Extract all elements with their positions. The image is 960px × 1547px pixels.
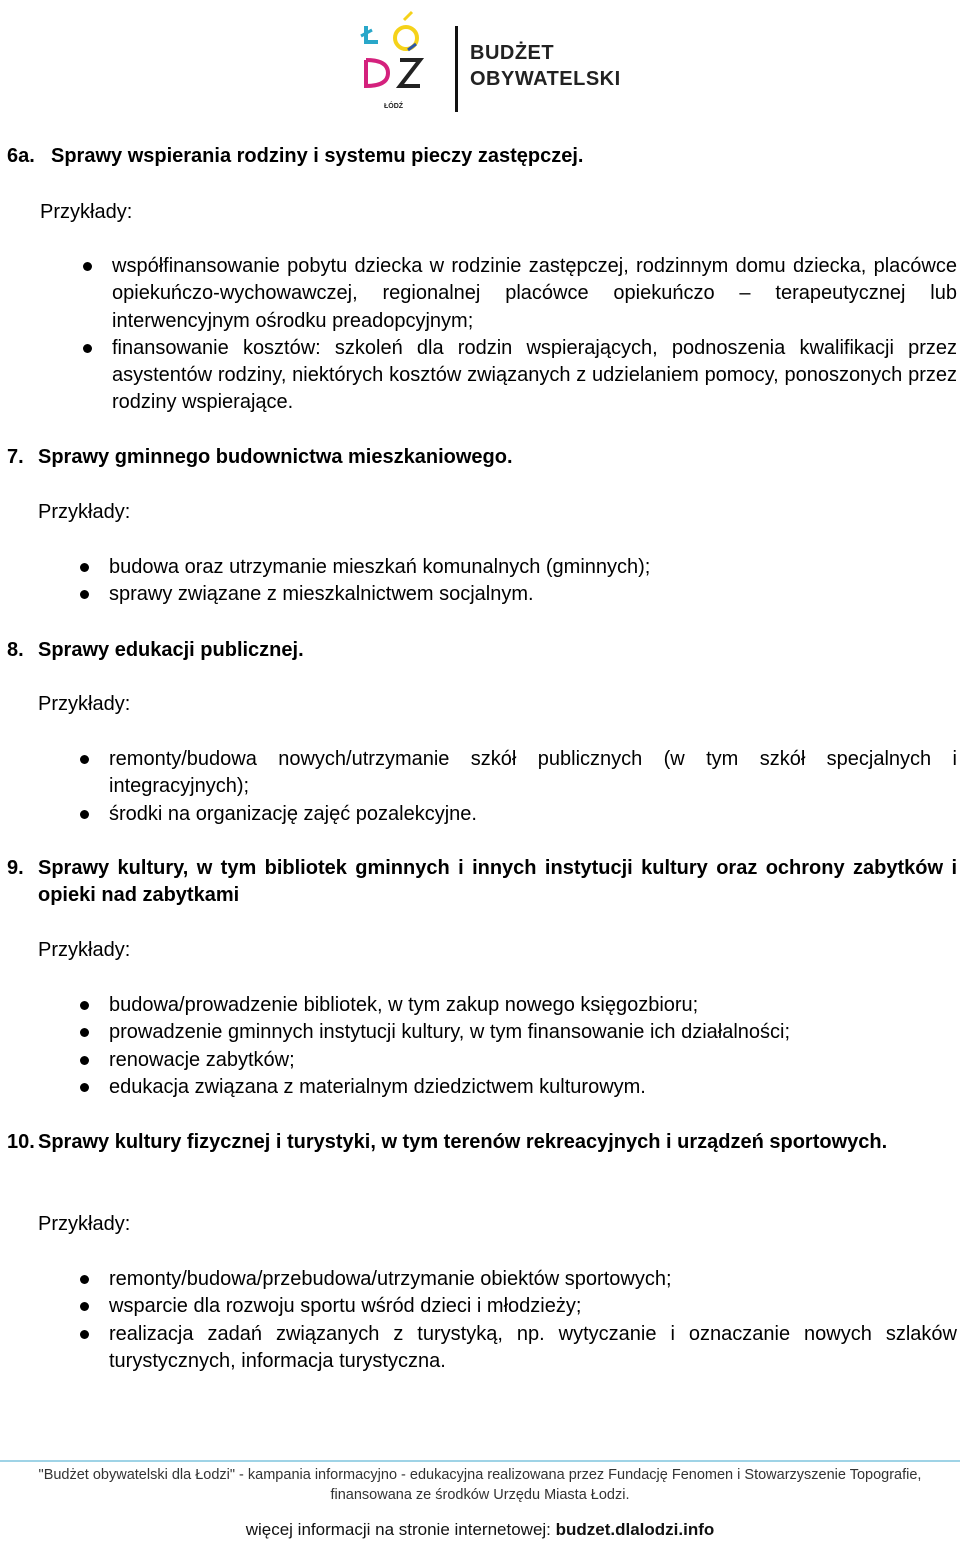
footer-more-info — [0, 1520, 960, 1540]
header-logo — [358, 8, 621, 112]
section-number: 6a. — [7, 145, 35, 167]
list-item: remonty/budowa nowych/utrzymanie szkół publicznych (w tym szkół specjalnych i integracyjnych); — [109, 746, 957, 801]
section-title: Sprawy wspierania rodziny i systemu pieczy zastępczej. — [51, 145, 584, 167]
examples-label: Przykłady: — [38, 1213, 131, 1235]
bullet-icon — [80, 755, 89, 764]
bullet-icon — [80, 1056, 89, 1065]
bullet-icon — [83, 262, 92, 271]
section-number: 8. — [7, 639, 24, 661]
svg-text:ŁÓDŹ: ŁÓDŹ — [384, 103, 404, 110]
section-heading-10 — [7, 1129, 957, 1185]
examples-list — [109, 992, 957, 1101]
list-item: budowa/prowadzenie bibliotek, w tym zakup nowego księgozbioru; — [109, 992, 957, 1019]
footer-campaign-text: "Budżet obywatelski dla Łodzi" - kampania informacyjno - edukacyjna realizowana przez Fundację Fenomen i Stowarzyszenie Topografie, — [38, 1467, 922, 1483]
list-item: remonty/budowa/przebudowa/utrzymanie obiektów sportowych; — [109, 1266, 957, 1293]
bullet-icon — [80, 1001, 89, 1010]
list-item: realizacja zadań związanych z turystyką, np. wytyczanie i oznaczanie nowych szlaków turystycznych, informacja turystyczna. — [109, 1321, 957, 1376]
logo-text-line1: BUDŻET — [470, 42, 555, 64]
list-item: budowa oraz utrzymanie mieszkań komunalnych (gminnych); — [109, 554, 957, 581]
bullet-icon — [80, 1083, 89, 1092]
section-title: Sprawy kultury fizycznej i turystyki, w tym terenów rekreacyjnych i urządzeń sportowych. — [38, 1131, 888, 1153]
bullet-icon — [80, 1275, 89, 1284]
list-item: renowacje zabytków; — [109, 1047, 957, 1074]
footer-divider — [0, 1460, 960, 1462]
list-item: finansowanie kosztów: szkoleń dla rodzin wspierających, podnoszenia kwalifikacji przez asystentów rodziny, niektórych kosztów związanych z udzielaniem pomocy, ponoszonych przez rodziny wspierające. — [112, 335, 957, 417]
section-number: 9. — [7, 857, 24, 879]
examples-list — [109, 554, 957, 609]
list-item: sprawy związane z mieszkalnictwem socjalnym. — [109, 581, 957, 608]
section-number: 7. — [7, 446, 24, 468]
bullet-icon — [80, 563, 89, 572]
footer-funding-text: finansowana ze środków Urzędu Miasta Łodzi. — [330, 1487, 630, 1503]
logo-text-line2: OBYWATELSKI — [470, 68, 621, 90]
footer-website-link[interactable]: budzet.dlalodzi.info — [555, 1520, 715, 1539]
examples-label: Przykłady: — [38, 693, 131, 715]
list-item: prowadzenie gminnych instytucji kultury, w tym finansowanie ich działalności; — [109, 1019, 957, 1046]
section-heading-8 — [7, 637, 957, 665]
list-item: edukacja związana z materialnym dziedzictwem kulturowym. — [109, 1074, 957, 1101]
list-item: współfinansowanie pobytu dziecka w rodzinie zastępczej, rodzinnym domu dziecka, placówce opiekuńczo-wychowawczej, regionalnej placówce opiekuńczo – terapeutycznej lub interwencyjnym ośrodku preadopcyjnym; — [112, 253, 957, 335]
bullet-icon — [80, 1330, 89, 1339]
section-heading-7 — [7, 444, 957, 472]
bullet-icon — [80, 810, 89, 819]
section-heading-6a — [7, 143, 957, 171]
examples-label: Przykłady: — [40, 201, 133, 223]
logo-divider — [455, 26, 458, 112]
section-number: 10. — [7, 1131, 35, 1153]
footer-more-prefix: więcej informacji na stronie internetowej: — [245, 1520, 556, 1539]
section-title: Sprawy edukacji publicznej. — [38, 639, 304, 661]
bullet-icon — [80, 1302, 89, 1311]
list-item: środki na organizację zajęć pozalekcyjne. — [109, 801, 957, 828]
examples-list — [109, 746, 957, 828]
bullet-icon — [80, 590, 89, 599]
examples-label: Przykłady: — [38, 501, 131, 523]
lodz-logo-icon — [358, 8, 448, 112]
examples-list — [112, 253, 957, 417]
examples-list — [109, 1266, 957, 1375]
list-item: wsparcie dla rozwoju sportu wśród dzieci i młodzieży; — [109, 1293, 957, 1320]
section-heading-9 — [7, 855, 957, 911]
section-title: Sprawy gminnego budownictwa mieszkaniowego. — [38, 446, 513, 468]
bullet-icon — [83, 344, 92, 353]
section-title: Sprawy kultury, w tym bibliotek gminnych i innych instytucji kultury oraz ochrony zabytków i opieki nad zabytkami — [38, 857, 957, 906]
bullet-icon — [80, 1028, 89, 1037]
examples-label: Przykłady: — [38, 939, 131, 961]
